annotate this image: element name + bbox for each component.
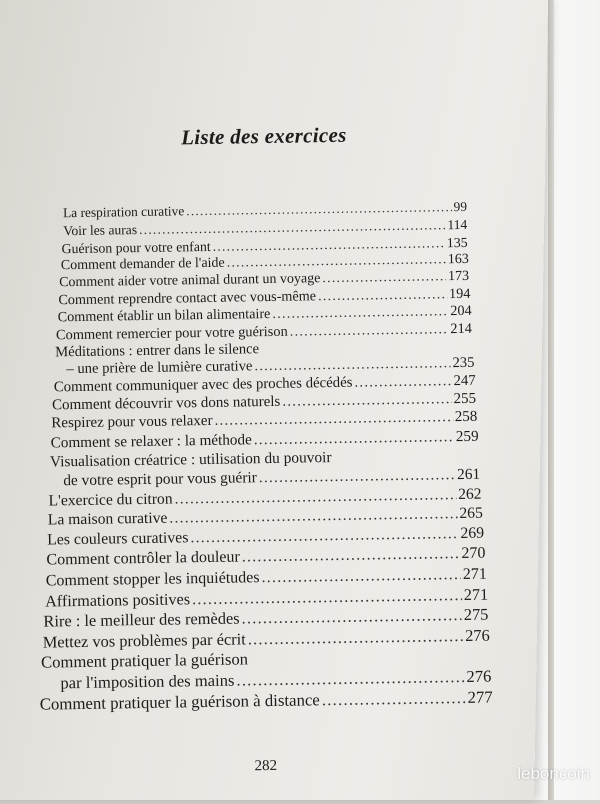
- list-item: [45, 587, 488, 610]
- page-number: 282: [254, 757, 278, 775]
- entry-page: 271: [462, 565, 487, 583]
- entry-label: par l'imposition des mains: [60, 670, 235, 693]
- dot-leader: [227, 253, 446, 270]
- entry-label: Comment établir un bilan alimentaire: [57, 305, 271, 326]
- entry-page: 173: [447, 268, 470, 285]
- entry-page: 163: [447, 251, 469, 268]
- entry-label: Comment stopper les inquiétudes: [45, 569, 260, 590]
- entry-page: 271: [463, 585, 489, 604]
- entry-page: 276: [466, 666, 492, 686]
- list-item: [48, 506, 483, 528]
- dot-leader: [190, 526, 458, 546]
- dot-leader: [322, 690, 466, 709]
- entry-page: 204: [450, 302, 472, 320]
- dot-leader: [214, 410, 453, 429]
- list-item: [43, 604, 489, 631]
- entry-label: Visualisation créatrice : utilisation du pouvoir: [49, 449, 332, 471]
- dot-leader: [259, 467, 455, 485]
- list-item: [63, 467, 480, 489]
- list-item: [41, 648, 490, 672]
- dot-leader: [272, 304, 448, 321]
- dot-leader: [290, 322, 449, 339]
- dot-leader: [186, 200, 452, 218]
- list-item: [46, 546, 485, 569]
- entry-label: Comment pratiquer la guérison à distance: [39, 690, 320, 714]
- dot-leader: [241, 607, 461, 627]
- entry-page: 261: [456, 465, 481, 484]
- entry-label: Comment remercier pour votre guérison: [55, 323, 288, 344]
- list-item: [39, 687, 493, 714]
- entry-page: 99: [453, 198, 468, 215]
- entry-label: Comment demander de l'aide: [60, 255, 225, 274]
- entry-page: 194: [448, 285, 471, 303]
- entry-label: Affirmations positives: [44, 590, 191, 611]
- dot-leader: [254, 429, 454, 447]
- page-title: Liste des exercices: [180, 122, 347, 150]
- entry-label: L'exercice du citron: [48, 490, 173, 510]
- list-item: [63, 200, 467, 220]
- list-item: [51, 410, 477, 432]
- entry-label: Comment pratiquer la guérison: [40, 649, 249, 672]
- entry-page: 270: [461, 544, 486, 563]
- entry-label: – une prière de lumière curative: [66, 358, 253, 378]
- list-item: [63, 218, 467, 238]
- entry-label: Comment reprendre contact avec vous-même: [58, 288, 317, 309]
- list-item: [50, 448, 479, 470]
- dot-leader: [354, 374, 451, 390]
- watermark-logo: leboncoin: [517, 764, 590, 783]
- list-item: [42, 625, 490, 652]
- entry-label: Respirez pour vous relaxer: [51, 412, 213, 432]
- entry-page: 214: [450, 320, 473, 338]
- dot-leader: [282, 392, 451, 410]
- entry-label: La maison curative: [47, 509, 168, 529]
- dot-leader: [318, 287, 447, 303]
- entry-label: Comment découvrir vos dons naturels: [51, 393, 281, 414]
- entry-page: 255: [453, 390, 477, 408]
- list-item: [51, 429, 479, 451]
- entry-label: Comment se relaxer : la méthode: [50, 431, 252, 452]
- entry-page: 235: [452, 354, 475, 372]
- dot-leader: [248, 628, 464, 648]
- entry-page: 259: [455, 427, 479, 446]
- entry-label: Les couleurs curatives: [47, 529, 189, 549]
- entry-page: 277: [467, 687, 493, 707]
- list-item: [47, 526, 484, 549]
- entry-label: Mettez vos problèmes par écrit: [42, 629, 246, 652]
- entry-page: 135: [446, 234, 468, 251]
- entry-label: Guérison pour votre enfant: [61, 238, 211, 257]
- dot-leader: [169, 506, 457, 526]
- dot-leader: [322, 270, 446, 286]
- entry-label: Comment communiquer avec des proches décédés: [53, 374, 353, 396]
- entry-page: 265: [459, 504, 483, 523]
- entry-label: La respiration curative: [62, 203, 185, 221]
- entry-label: de votre esprit pour vous guérir: [63, 469, 257, 490]
- entry-label: Voir les auras: [63, 222, 138, 239]
- dot-leader: [192, 587, 462, 607]
- entry-page: 258: [454, 408, 478, 426]
- entry-page: 269: [460, 524, 485, 543]
- entry-page: 247: [453, 372, 476, 390]
- dot-leader: [174, 487, 456, 507]
- entry-label: Méditations : entrer dans le silence: [55, 341, 260, 361]
- entry-label: Rire : le meilleur des remèdes: [43, 608, 240, 631]
- dot-leader: [242, 546, 460, 565]
- dot-leader: [254, 356, 450, 374]
- entry-page: 114: [447, 216, 468, 233]
- entry-page: 262: [457, 485, 482, 504]
- dot-leader: [139, 218, 446, 236]
- dot-leader: [213, 236, 445, 253]
- entry-page: 275: [463, 604, 489, 624]
- entry-page: 276: [464, 625, 490, 645]
- list-item: [46, 567, 487, 590]
- dot-leader: [261, 567, 460, 586]
- entry-label: Comment aider votre animal durant un voyage: [59, 271, 321, 291]
- list-item: [60, 666, 492, 693]
- dot-leader: [236, 669, 464, 689]
- entry-label: Comment contrôler la douleur: [46, 548, 240, 569]
